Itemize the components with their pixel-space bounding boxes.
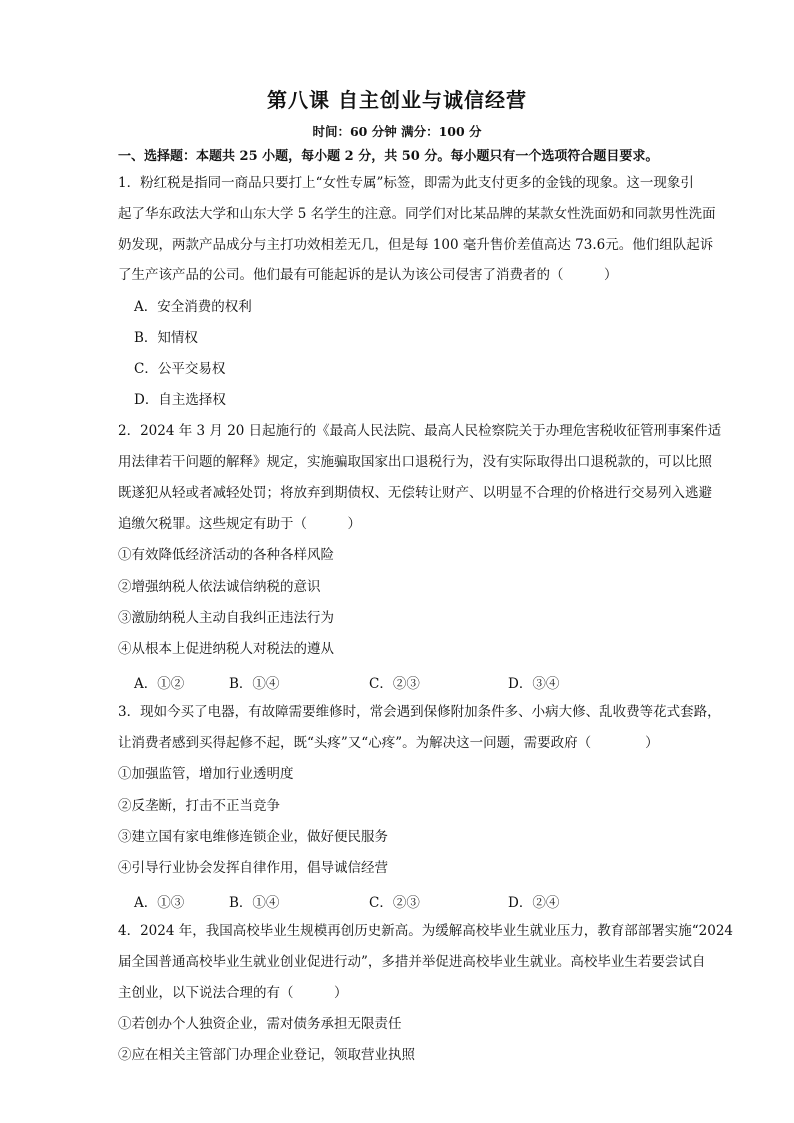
q4-item: ②应在相关主管部门办理企业登记，领取营业执照	[118, 1047, 415, 1063]
q2-item: ②增强纳税人依法诚信纳税的意识	[118, 579, 321, 595]
q3-item: ③建立国有家电维修连锁企业，做好便民服务	[118, 829, 388, 845]
q2-choice-d: D．③④	[508, 676, 560, 692]
section-heading: 一、选择题：本题共 25 小题，每小题 2 分，共 50 分。每小题只有一个选项符合题目要求。	[118, 149, 659, 164]
q2-choice-c: C．②③	[369, 676, 420, 692]
q1-option-d: D．自主选择权	[134, 392, 226, 408]
q2-line: 用法律若干问题的解释》规定，实施骗取国家出口退税行为，没有实际取得出口退税款的，可以比照	[118, 454, 712, 470]
q3-choice-b: B．①④	[229, 895, 280, 911]
q1-option-b: B．知情权	[134, 330, 198, 346]
q2-choice-a: A．①②	[134, 676, 185, 692]
q3-item: ④引导行业协会发挥自律作用，倡导诚信经营	[118, 860, 388, 876]
q3-line: 3．现如今买了电器，有故障需要维修时，常会遇到保修附加条件多、小病大修、乱收费等花式套路，	[118, 704, 721, 720]
q2-choice-b: B．①④	[229, 676, 280, 692]
q2-line: 追缴欠税罪。这些规定有助于（ ）	[118, 516, 361, 532]
q2-item: ④从根本上促进纳税人对税法的遵从	[118, 641, 334, 657]
q3-choices	[0, 891, 794, 909]
q3-item: ②反垄断，打击不正当竞争	[118, 798, 280, 814]
q1-line: 奶发现，两款产品成分与主打功效相差无几，但是每 100 毫升售价差值高达 73.6元。他们组队起诉	[118, 237, 714, 253]
q1-option-a: A．安全消费的权利	[134, 299, 252, 315]
q3-item: ①加强监管，增加行业透明度	[118, 766, 294, 782]
q4-line: 主创业，以下说法合理的有（ ）	[118, 985, 348, 1001]
page-title: 第八课 自主创业与诚信经营	[267, 88, 527, 112]
q2-line: 2．2024 年 3 月 20 日起施行的《最高人民法院、最高人民检察院关于办理危害税收征管刑事案件适	[118, 423, 722, 439]
q2-line: 既遂犯从轻或者减轻处罚；将放弃到期债权、无偿转让财产、以明显不合理的价格进行交易列入逃避	[118, 485, 712, 501]
exam-meta: 时间：60 分钟 满分：100 分	[312, 124, 482, 139]
q1-line: 起了华东政法大学和山东大学 5 名学生的注意。同学们对比某品牌的某款女性洗面奶和同款男性洗面	[118, 206, 716, 222]
q4-line: 届全国普通高校毕业生就业创业促进行动”，多措并举促进高校毕业生就业。高校毕业生若要尝试自	[118, 954, 706, 970]
q3-choice-d: D．②④	[508, 895, 560, 911]
q3-line: 让消费者感到买得起修不起，既“头疼”又“心疼”。为解决这一问题，需要政府（ ）	[118, 735, 659, 751]
q1-line: 1．粉红税是指同一商品只要打上“女性专属”标签，即需为此支付更多的金钱的现象。这一现象引	[118, 175, 694, 191]
q2-item: ①有效降低经济活动的各种各样风险	[118, 547, 334, 563]
q1-line: 了生产该产品的公司。他们最有可能起诉的是认为该公司侵害了消费者的（ ）	[118, 267, 618, 283]
q4-line: 4．2024 年，我国高校毕业生规模再创历史新高。为缓解高校毕业生就业压力，教育部部署实施“2024	[118, 923, 733, 939]
q3-choice-a: A．①③	[134, 895, 185, 911]
q2-item: ③激励纳税人主动自我纠正违法行为	[118, 610, 334, 626]
q2-choices	[0, 672, 794, 690]
q1-option-c: C．公平交易权	[134, 361, 226, 377]
q4-item: ①若创办个人独资企业，需对债务承担无限责任	[118, 1016, 402, 1032]
q3-choice-c: C．②③	[369, 895, 420, 911]
